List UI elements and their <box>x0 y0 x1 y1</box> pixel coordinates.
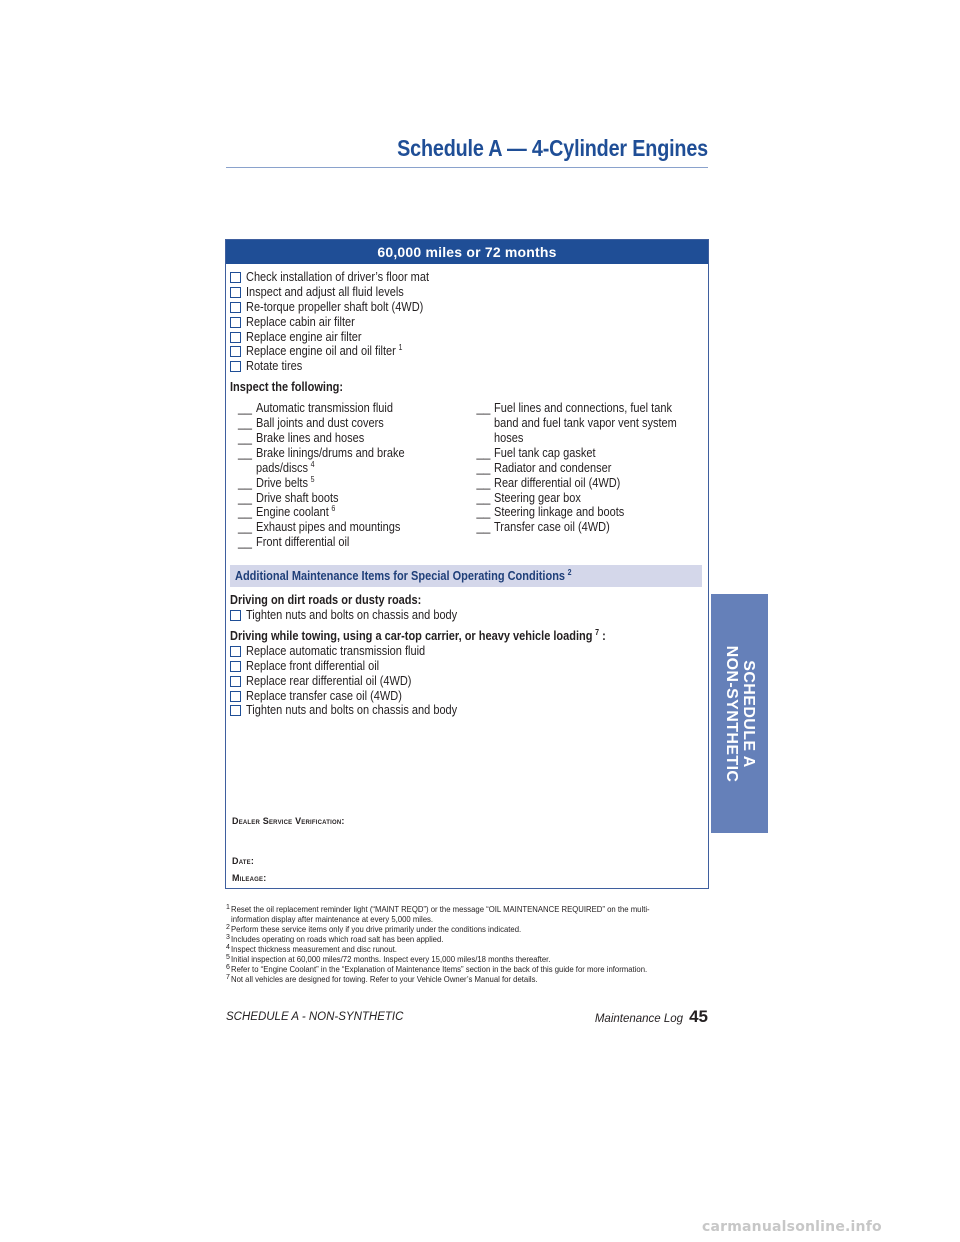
footer-log-label: Maintenance Log <box>594 1013 684 1025</box>
checklist-item <box>230 270 704 285</box>
inspect-item-text <box>256 401 476 416</box>
footnote-text: Initial inspection at 60,000 miles/72 months. Inspect every 15,000 miles/18 months thereafter. <box>231 954 551 964</box>
footnote <box>226 904 716 924</box>
service-checklist <box>230 270 704 374</box>
footnote-number: 2 <box>226 924 230 931</box>
checklist-item-text <box>246 608 457 623</box>
inspect-item <box>238 505 476 520</box>
page-number: 45 <box>689 1007 708 1026</box>
footnote-number: 6 <box>226 964 230 971</box>
footnote-text: Refer to “Engine Coolant” in the “Explanation of Maintenance Items” section in the back of this guide for more information. <box>231 964 648 974</box>
inspect-item <box>238 431 476 446</box>
inspect-item-blank: __ <box>476 445 491 460</box>
footer-page-info <box>530 1007 708 1027</box>
footnote-ref: 4 <box>310 459 315 469</box>
inspect-item <box>238 446 476 461</box>
inspect-item-blank: __ <box>238 535 252 550</box>
checklist-item-label: Replace transfer case oil (4WD) <box>246 688 402 703</box>
inspect-item-label-wrap <box>494 446 596 461</box>
inspect-item-label-wrap <box>494 431 523 446</box>
inspect-item-label-wrap <box>256 401 393 416</box>
checklist-item-label: Inspect and adjust all fluid levels <box>246 284 404 299</box>
inspect-item-blank: __ <box>476 401 491 416</box>
inspect-list-right <box>476 401 704 550</box>
inspect-item-label-wrap <box>256 491 339 506</box>
checklist-item <box>230 644 704 659</box>
inspect-item <box>238 535 476 550</box>
checkbox[interactable] <box>230 332 241 343</box>
inspect-item-label-wrap <box>256 461 315 476</box>
inspect-item <box>238 520 476 535</box>
inspect-item-label: Front differential oil <box>256 535 350 550</box>
inspect-item-label: Drive shaft boots <box>256 490 339 505</box>
inspect-item-blank: __ <box>238 416 252 431</box>
inspect-item-text <box>256 520 476 535</box>
inspect-item-blank: __ <box>238 401 252 416</box>
checklist-item-text <box>246 689 402 704</box>
checklist-item <box>230 659 704 674</box>
checklist-item <box>230 674 704 689</box>
inspect-item-text <box>494 401 704 416</box>
footnote <box>226 924 716 934</box>
inspect-item <box>476 461 704 476</box>
inspect-heading: Inspect the following: <box>230 380 344 395</box>
footnote-number: 1 <box>226 904 230 911</box>
inspect-item-text <box>256 535 476 550</box>
checkbox[interactable] <box>230 361 241 372</box>
interval-header: 60,000 miles or 72 months <box>226 240 708 264</box>
footnote <box>226 944 716 954</box>
checklist-item-label: Replace engine oil and oil filter <box>246 344 396 359</box>
checklist-item-label: Replace front differential oil <box>246 658 380 673</box>
checklist-item <box>230 359 704 374</box>
inspect-item-label-wrap <box>256 431 364 446</box>
footnote-text: Inspect thickness measurement and disc runout. <box>231 944 397 954</box>
additional-maintenance-heading: Additional Maintenance Items for Special Operating Conditions $^2$ <box>230 565 702 587</box>
footnote <box>226 974 716 984</box>
inspect-item-text <box>494 491 704 506</box>
footnote-text: Reset the oil replacement reminder light (“MAINT REQD”) or the message “OIL MAINTENANCE REQUIRED” on the multi-information display after maintenance at every 5,000 miles. <box>231 904 650 924</box>
inspect-item-blank <box>238 461 256 476</box>
inspect-list-left <box>238 401 476 550</box>
inspect-item-blank: __ <box>238 505 252 520</box>
checklist-item-label: Tighten nuts and bolts on chassis and body <box>246 703 458 718</box>
checklist-item <box>230 285 704 300</box>
footnotes <box>226 904 716 984</box>
checklist-item-text <box>246 285 404 300</box>
footnote-ref: 7 <box>595 627 600 637</box>
checklist-item-label: Replace rear differential oil (4WD) <box>246 673 412 688</box>
inspect-item-label: Ball joints and dust covers <box>256 416 384 431</box>
footer-section-label: SCHEDULE A - NON-SYNTHETIC <box>226 1011 404 1023</box>
checklist-item <box>230 608 704 623</box>
inspect-item-blank <box>476 416 494 431</box>
inspect-item-blank: __ <box>476 460 491 475</box>
checklist-item-label: Re-torque propeller shaft bolt (4WD) <box>246 299 424 314</box>
panel-content <box>226 264 708 718</box>
checkbox[interactable] <box>230 691 241 702</box>
footnote-text: Not all vehicles are designed for towing. Refer to your Vehicle Owner’s Manual for details. <box>231 974 538 984</box>
footnote <box>226 964 716 974</box>
inspect-item-text <box>494 431 704 446</box>
side-tab-line-1: SCHEDULE A <box>739 659 757 768</box>
footnote-ref: 5 <box>310 474 315 484</box>
checkbox[interactable] <box>230 317 241 328</box>
checklist-item-text <box>246 315 355 330</box>
inspect-item-label: Brake linings/drums and brake <box>256 445 405 460</box>
checklist-item-text <box>246 270 429 285</box>
inspect-item-blank: __ <box>476 475 491 490</box>
checkbox[interactable] <box>230 272 241 283</box>
page-title: Schedule A — 4-Cylinder Engines <box>397 135 708 161</box>
checklist-item-label: Check installation of driver’s floor mat <box>246 270 430 284</box>
inspect-item-label: Transfer case oil (4WD) <box>494 520 611 535</box>
inspect-item <box>476 491 704 506</box>
section-side-tab[interactable] <box>711 594 768 833</box>
inspect-item <box>476 416 704 431</box>
inspect-item-text <box>256 476 476 491</box>
inspect-item <box>476 505 704 520</box>
inspect-item <box>238 416 476 431</box>
dirt-roads-checklist <box>230 608 704 623</box>
inspect-item-text <box>494 505 704 520</box>
footnote-number: 5 <box>226 954 230 961</box>
inspect-item-text <box>256 505 476 520</box>
inspect-item-text <box>256 431 476 446</box>
inspect-item-label-wrap <box>256 535 349 550</box>
checklist-item-label: Replace cabin air filter <box>246 314 355 329</box>
inspect-item-label: Brake lines and hoses <box>256 430 365 445</box>
inspect-item-text <box>256 446 476 461</box>
inspect-item <box>476 401 704 416</box>
inspect-item-label: Steering gear box <box>494 490 582 505</box>
checklist-item-text <box>246 359 302 374</box>
inspect-item-label: pads/discs <box>256 460 308 475</box>
footnote-text: Perform these service items only if you drive primarily under the conditions indicated. <box>231 924 522 934</box>
footnote-ref: 1 <box>398 343 403 353</box>
footnote <box>226 954 716 964</box>
inspect-item-label-wrap <box>256 476 315 491</box>
inspect-item-blank <box>476 431 494 446</box>
inspect-item-blank: __ <box>238 445 252 460</box>
inspect-item <box>476 446 704 461</box>
inspect-item-blank: __ <box>238 520 252 535</box>
checkbox[interactable] <box>230 661 241 672</box>
footnote-ref: 6 <box>331 504 336 514</box>
checklist-item <box>230 689 704 704</box>
inspect-item-text <box>494 461 704 476</box>
checklist-item-label: Tighten nuts and bolts on chassis and body <box>246 608 458 623</box>
checklist-item-text <box>246 330 362 345</box>
checkbox[interactable] <box>230 705 241 716</box>
side-tab-line-2: NON-SYNTHETIC <box>722 645 740 782</box>
inspect-item-label: Steering linkage and boots <box>494 505 625 520</box>
inspect-item-label-wrap <box>256 505 335 520</box>
inspect-item-label: band and fuel tank vapor vent system <box>494 416 678 431</box>
inspect-item-text <box>256 416 476 431</box>
inspect-item-label: Fuel tank cap gasket <box>494 445 596 460</box>
towing-checklist <box>230 644 704 718</box>
inspect-item-text <box>494 520 704 535</box>
inspect-item-label: Exhaust pipes and mountings <box>256 520 401 535</box>
inspect-item-label: Drive belts <box>256 475 308 490</box>
checkbox[interactable] <box>230 302 241 313</box>
inspect-item-label-wrap <box>494 401 672 416</box>
maintenance-panel <box>225 239 709 889</box>
inspect-item <box>476 431 704 446</box>
checkbox[interactable] <box>230 676 241 687</box>
inspect-item-blank: __ <box>476 490 491 505</box>
checklist-item-text <box>246 300 423 315</box>
inspect-item-text <box>256 461 476 476</box>
inspect-item-text <box>494 446 704 461</box>
checklist-item-text <box>246 644 425 659</box>
checklist-item <box>230 344 704 359</box>
inspect-item-label: Rear differential oil (4WD) <box>494 475 621 490</box>
checklist-item-text <box>246 344 402 359</box>
checklist-item-text <box>246 703 457 718</box>
mileage-label: Mileage: <box>232 873 267 883</box>
inspect-item-label-wrap <box>256 446 405 461</box>
footnote-number: 4 <box>226 944 230 951</box>
footnote-number: 7 <box>226 974 230 981</box>
inspect-item <box>476 520 704 535</box>
inspect-item-blank: __ <box>476 505 491 520</box>
checkbox[interactable] <box>230 346 241 357</box>
checkbox[interactable] <box>230 287 241 298</box>
date-label: Date: <box>232 856 255 866</box>
inspect-item-label-wrap <box>494 476 620 491</box>
inspect-item-label-wrap <box>494 416 677 431</box>
towing-heading: Driving while towing, using a car-top carrier, or heavy vehicle loading $^7$ : <box>230 627 606 643</box>
checkbox[interactable] <box>230 610 241 621</box>
inspect-item <box>238 401 476 416</box>
checklist-item-label: Replace engine air filter <box>246 329 362 344</box>
inspect-item-label-wrap <box>256 416 384 431</box>
inspect-item <box>238 461 476 476</box>
watermark: carmanualsonline.info <box>702 1219 882 1235</box>
inspect-item-label: hoses <box>494 430 524 445</box>
inspect-item-blank: __ <box>238 490 252 505</box>
inspect-item-label-wrap <box>494 461 611 476</box>
inspect-item-blank: __ <box>476 520 491 535</box>
inspect-item <box>476 476 704 491</box>
checklist-item <box>230 315 704 330</box>
dealer-verification-label: Dealer Service Verification: <box>232 816 345 826</box>
checkbox[interactable] <box>230 646 241 657</box>
inspect-item-text <box>494 416 704 431</box>
checklist-item-label: Replace automatic transmission fluid <box>246 643 426 658</box>
inspect-item-label: Automatic transmission fluid <box>256 401 393 416</box>
checklist-item-text <box>246 674 411 689</box>
inspect-columns <box>230 401 704 550</box>
checklist-item-label: Rotate tires <box>246 359 303 374</box>
inspect-item-label-wrap <box>494 491 581 506</box>
inspect-item-label: Radiator and condenser <box>494 460 612 475</box>
inspect-item-blank: __ <box>238 430 252 445</box>
inspect-item-label: Engine coolant <box>256 505 329 520</box>
footnote-text: Includes operating on roads which road salt has been applied. <box>231 934 444 944</box>
dirt-roads-heading: Driving on dirt roads or dusty roads: <box>230 593 422 608</box>
inspect-item <box>238 491 476 506</box>
footnote <box>226 934 716 944</box>
title-divider <box>226 167 708 168</box>
inspect-item-label: Fuel lines and connections, fuel tank <box>494 401 673 416</box>
footnote-number: 3 <box>226 934 230 941</box>
checklist-item <box>230 330 704 345</box>
checklist-item <box>230 300 704 315</box>
inspect-item-label-wrap <box>494 505 624 520</box>
checklist-item-text <box>246 659 379 674</box>
checklist-item <box>230 703 704 718</box>
inspect-item-label-wrap <box>256 520 400 535</box>
inspect-item-text <box>256 491 476 506</box>
inspect-item-text <box>494 476 704 491</box>
inspect-item <box>238 476 476 491</box>
inspect-item-label-wrap <box>494 520 610 535</box>
footnote-ref: 2 <box>567 568 572 578</box>
inspect-item-blank: __ <box>238 475 252 490</box>
